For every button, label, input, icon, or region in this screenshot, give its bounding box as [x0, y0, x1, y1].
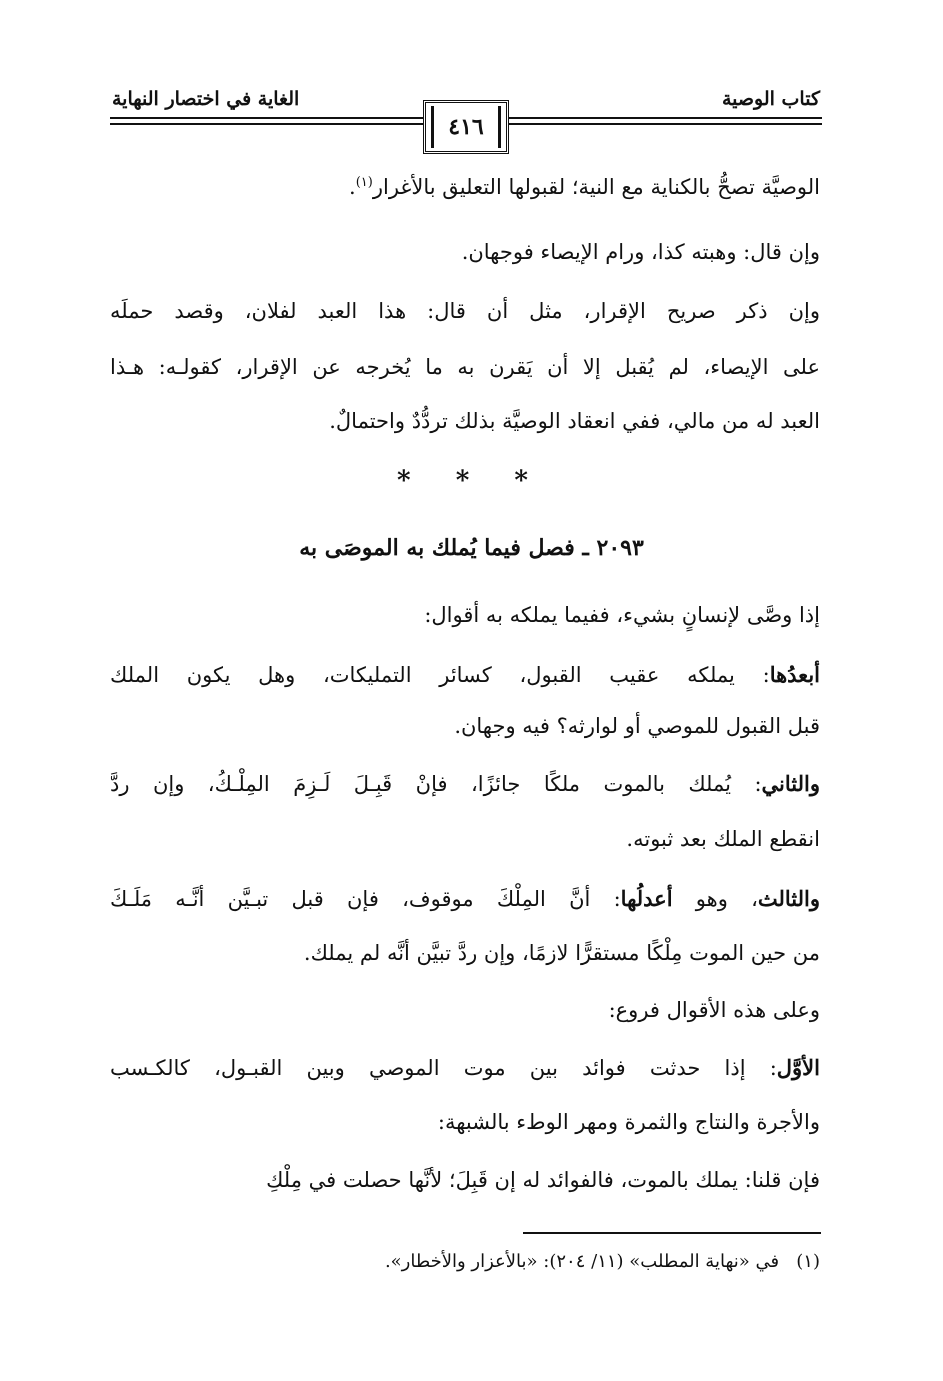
text-segment: ، وهو [672, 887, 758, 911]
footnote-text: في «نهاية المطلب» (١١/ ٢٠٤): «بالأعزار والأخطار». [384, 1251, 780, 1272]
footnote-rule [523, 1232, 821, 1234]
section-line-3: قبل القبول للموصي أو لوارثه؟ فيه وجهان. [454, 714, 820, 738]
section-line-4 [110, 769, 820, 799]
section-line-11: فإن قلنا: يملك بالموت، فالفوائد له إن قَبِلَ؛ لأنَّها حصلت في مِلْكِ [266, 1168, 820, 1192]
text-line-4: على الإيصاء، لم يُقبل إلا أن يَقرن به ما يُخرجه عن الإقرار، كقولـه: هـذا [110, 355, 820, 379]
text-line-5: العبد له من مالي، ففي انعقاد الوصيَّة بذلك تردُّدٌ واحتمالٌ. [329, 409, 820, 433]
footnote [385, 1248, 820, 1276]
page-number: ٤١٦ [448, 114, 484, 140]
section-separator: * * * [397, 466, 546, 496]
text-segment: . [349, 175, 356, 199]
footnote-number: (١) [796, 1251, 820, 1272]
section-line-5: انقطع الملك بعد ثبوته. [626, 827, 820, 851]
text-segment: : يملكه عقيب القبول، كسائر التمليكات، وهل يكون الملك [110, 663, 770, 687]
section-line-10: والأجرة والنتاج والثمرة ومهر الوطء بالشبهة: [437, 1110, 820, 1134]
section-line-7: من حين الموت مِلْكًا مستقرًّا لازمًا، وإن ردَّ تبيَّن أنَّه لم يملك. [303, 941, 820, 965]
section-heading: ٢٠٩٣ ـ فصل فيما يُملك به الموصَى به [299, 535, 644, 561]
footnote-ref[interactable]: (١) [355, 175, 373, 190]
section-line-2 [110, 660, 820, 690]
book-title: الغاية في اختصار النهاية [112, 88, 300, 110]
section-line-1: إذا وصَّى لإنسانٍ بشيء، ففيما يملكه به أقوال: [424, 603, 820, 627]
bold-term: والثاني [761, 771, 820, 796]
bold-term: أعدلُها [620, 886, 673, 911]
section-line-8: وعلى هذه الأقوال فروع: [608, 998, 820, 1022]
text-segment: الوصيَّة تصحُّ بالكناية مع النية؛ لقبولها التعليق بالأغرار [372, 175, 820, 199]
section-line-6 [110, 884, 820, 914]
section-line-9 [110, 1053, 820, 1083]
bold-term: والثالث [757, 886, 820, 911]
text-segment: : إذا حدثت فوائد بين موت الموصي وبين القبـول، كالكـسب [110, 1056, 777, 1080]
text-line-2: وإن قال: وهبته كذا، ورام الإيصاء فوجهان. [461, 240, 820, 264]
bold-term: الأوَّل [776, 1055, 820, 1080]
text-line-1 [349, 168, 820, 202]
text-line-3: وإن ذكر صريح الإقرار، مثل أن قال: هذا العبد لفلان، وقصد حملَه [110, 299, 820, 323]
bold-term: أبعدُها [769, 662, 820, 687]
text-segment: : أنَّ المِلْكَ موقوف، فإن قبل تبـيَّن أنَّـه مَلَـكَ [110, 887, 621, 911]
chapter-title: كتاب الوصية [721, 88, 820, 110]
page-number-frame [423, 100, 509, 154]
text-segment: : يُملك بالموت ملكًا جائزًا، فإنْ قَبِـلَ لَـزِمَ المِلْـكُ، وإن ردَّ [110, 772, 762, 796]
